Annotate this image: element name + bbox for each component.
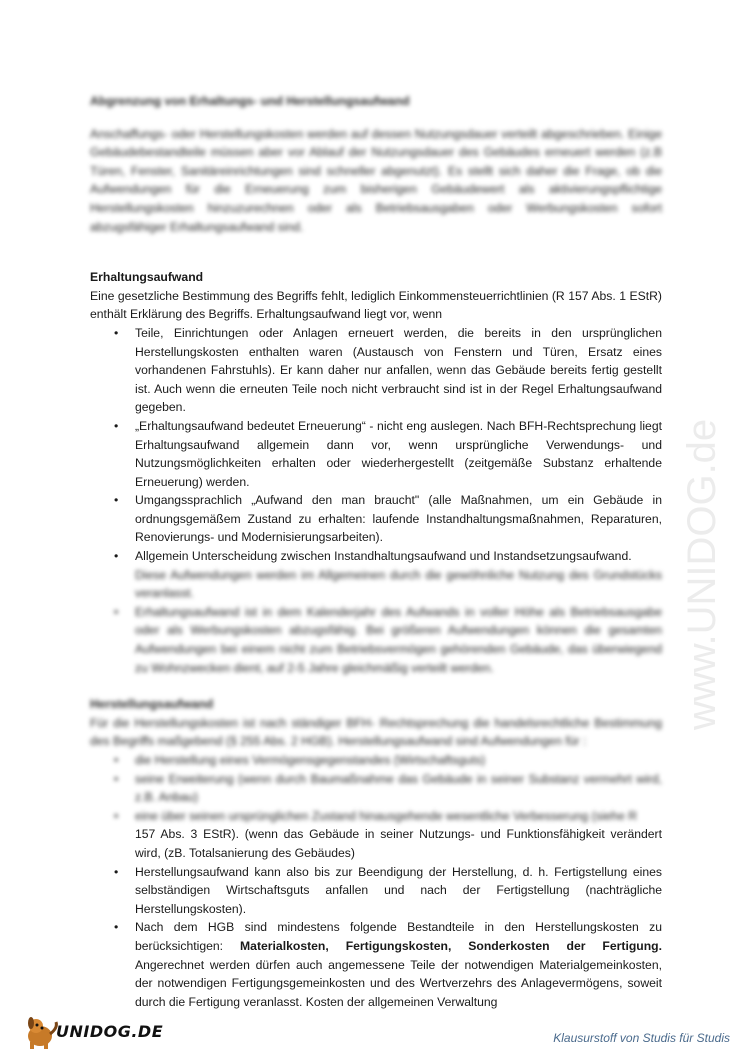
list-item-text: Nach dem HGB sind mindestens folgende Bestandteile in den Herstellungskosten zu berücksichtigen: <box>135 920 662 953</box>
footer-tagline: Klausurstoff von Studis für Studis <box>553 1031 730 1045</box>
bullet-icon: • <box>114 808 119 823</box>
list-item <box>90 547 662 603</box>
list-item <box>90 751 662 770</box>
bullet-icon: • <box>114 549 119 564</box>
logo-text: UNIDOG.DE <box>56 1022 164 1041</box>
bullet-icon: • <box>114 864 119 879</box>
watermark-graphic <box>660 290 740 750</box>
list-item-text: Angerechnet werden dürfen auch angemessene Teile der notwendigen Materialgemeinkosten, der notwendigen Fertigungsgemeinkosten und des Wertverzehrs des Anlagevermögens, soweit durch die Fertigung veranlasst. Kosten der allgemeinen Verwaltung <box>135 957 662 1009</box>
bullet-icon: • <box>114 493 119 508</box>
list-item <box>90 863 662 919</box>
list-item-text-blurred: die Herstellung eines Vermögensgegenstandes (Wirtschaftsguts) <box>135 753 486 767</box>
list-item-text-blurred: Diese Aufwendungen werden im Allgemeinen durch die gewöhnliche Nutzung des Grundstücks veranlasst. <box>135 567 662 601</box>
list-item-text-bold: Materialkosten, Fertigungskosten, Sonderkosten der Fertigung. <box>240 938 662 953</box>
bullet-icon: • <box>114 771 119 786</box>
intro-paragraph: Anschaffungs- oder Herstellungskosten werden auf dessen Nutzungsdauer verteilt abgeschrieben. Einige Gebäudebestandteile müssen aber vor Ablauf der Nutzungsdauer des Gebäudes erneuert werden (z.B Türen, Fenster, Sanitäreinrichtungen sind schneller abgenutzt). Es stellt sich daher die Frage, ob die Aufwendungen für die Erneuerung zum bisherigen Gebäudewert als aktivierungspflichtige Herstellungskosten hinzuzurechnen oder als Betriebsausgaben oder Werbungskosten sofort abzugsfähiger Erhaltungsaufwand sind. <box>90 126 662 234</box>
list-item-text: Teile, Einrichtungen oder Anlagen erneuert werden, die bereits in den ursprünglichen Herstellungskosten enthalten waren (Austausch von Fenstern und Türen, Ersatz eines vorhandenen Fahrstuhls). Er kann daher nur anfallen, wenn das Gebäude bereits fertig gestellt ist. Auch wenn die erneuten Teile noch nicht verbraucht sind ist in der Regel Erhaltungsaufwand gegeben. <box>135 325 662 415</box>
bullet-icon: • <box>114 325 119 340</box>
section-text-erhaltungsaufwand: Eine gesetzliche Bestimmung des Begriffs fehlt, lediglich Einkommensteuerrichtlinien (R 157 Abs. 1 EStR) enthält Erklärung des Begriffs. Erhaltungsaufwand liegt vor, wenn <box>90 288 662 322</box>
list-item <box>90 918 662 1011</box>
watermark <box>660 290 740 750</box>
list-item <box>90 770 662 807</box>
list-item <box>90 807 662 863</box>
list-item-text: Herstellungsaufwand kann also bis zur Beendigung der Herstellung, d. h. Fertigstellung eines selbständigen Wirtschaftsguts anfallen und nach der Fertigstellung (nachträgliche Herstellungskosten). <box>135 864 662 916</box>
list-item-text: Umgangssprachlich „Aufwand den man braucht" (alle Maßnahmen, um ein Gebäude in ordnungsgemäßem Zustand zu erhalten: laufende Instandhaltungsmaßnahmen, Reparaturen, Renovierungs- und Modernisierungsarbeiten). <box>135 493 662 545</box>
section-heading-herstellungsaufwand: Herstellungsaufwand <box>90 697 214 712</box>
list-item <box>90 417 662 491</box>
bullet-icon: • <box>114 604 119 619</box>
list-item-text: 157 Abs. 3 EStR). (wenn das Gebäude in seiner Nutzungs- und Funktionsfähigkeit verändert wird, (zB. Totalsanierung des Gebäudes) <box>135 827 662 860</box>
document-title: Abgrenzung von Erhaltungs- und Herstellungsaufwand <box>90 94 410 108</box>
list-item-text: „Erhaltungsaufwand bedeutet Erneuerung“ - nicht eng auslegen. Nach BFH-Rechtsprechung liegt Erhaltungsaufwand allgemein dann vor, wenn ursprüngliche Verwendungs- und Nutzungsmöglichkeiten erhalten oder wiederhergestellt (zeitgemäße Substanz erhaltende Erneuerung) werden. <box>135 418 662 489</box>
list-item-text-blurred: eine über seinen ursprünglichen Zustand hinausgehende wesentliche Verbesserung (siehe R <box>135 808 638 823</box>
erhaltungsaufwand-list <box>90 324 662 677</box>
section-text-herstellungsaufwand: Für die Herstellungskosten ist nach ständiger BFH- Rechtsprechung die handelsrechtliche Bestimmung des Begriffs maßgebend (§ 255 Abs. 2 HGB). Herstellungsaufwand sind Aufwendungen für : <box>90 715 662 749</box>
bullet-icon: • <box>114 418 119 433</box>
list-item <box>90 324 662 417</box>
bullet-icon: • <box>114 920 119 935</box>
watermark-text: www.UNIDOG.de <box>680 418 724 730</box>
list-item-text-blurred: Erhaltungsaufwand ist in dem Kalenderjahr des Aufwands in voller Höhe als Betriebsausgabe oder als Werbungskosten abzugsfähig. Bei größeren Aufwendungen können die gesamten Aufwendungen bei einem nicht zum Betriebsvermögen gehörenden Gebäude, das überwiegend zu Wohnzwecken dient, auf 2-5 Jahre gleichmäßig verteilt werden. <box>135 604 662 675</box>
list-item <box>90 491 662 547</box>
list-item <box>90 603 662 677</box>
herstellungsaufwand-list <box>90 751 662 1011</box>
document-body <box>90 92 662 1011</box>
unidog-logo <box>22 1012 162 1052</box>
section-heading-erhaltungsaufwand: Erhaltungsaufwand <box>90 270 204 285</box>
list-item-text-blurred: seine Erweiterung (wenn durch Baumaßnahme das Gebäude in seiner Substanz vermehrt wird, z.B. Anbau) <box>135 771 662 805</box>
bullet-icon: • <box>114 753 119 767</box>
list-item-text: Allgemein Unterscheidung zwischen Instandhaltungsaufwand und Instandsetzungsaufwand. <box>135 549 632 564</box>
